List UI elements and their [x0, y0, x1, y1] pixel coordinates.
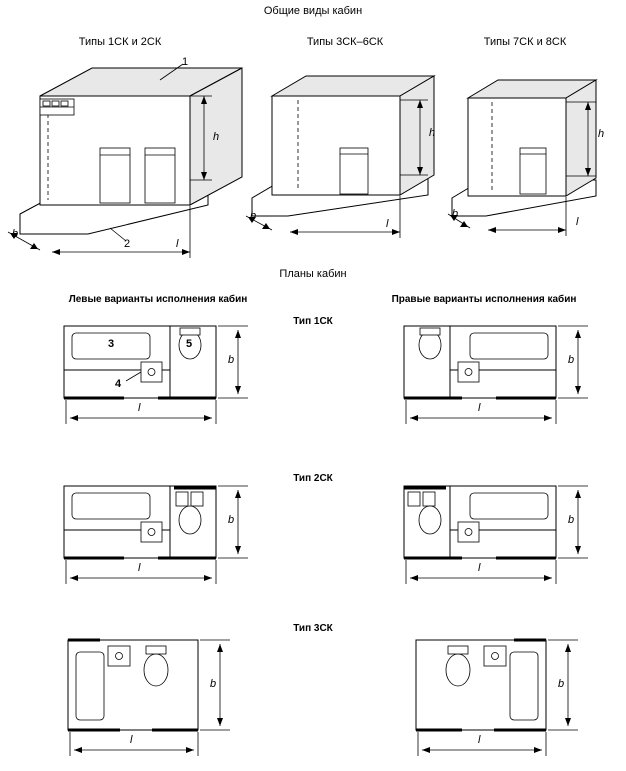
view3-dim-h: h — [598, 128, 605, 140]
plan-1sk-callout-wc: 5 — [186, 338, 193, 350]
plan-3sk-left-dim-b: b — [210, 678, 217, 690]
view-caption-3: Типы 7СК и 8СК — [483, 36, 567, 48]
plan-1sk-left-dim-b: b — [228, 354, 235, 366]
view-caption-2: Типы 3СК–6СК — [306, 36, 384, 48]
plan-2sk-left-dim-b: b — [228, 514, 235, 526]
plan-1sk-right-dim-l: l — [478, 402, 481, 414]
plan-1sk-left-dim-l: l — [138, 402, 141, 414]
plan-2sk-right-dim-b: b — [568, 514, 575, 526]
plan-3sk-right-dim-b: b — [558, 678, 565, 690]
plans-title: Планы кабин — [279, 268, 347, 280]
plan-1sk-right-dim-b: b — [568, 354, 575, 366]
row-2sk-type-label: Тип 2СК — [293, 473, 333, 484]
plan-1sk-callout-sink: 4 — [115, 378, 122, 390]
row-1sk-type-label: Тип 1СК — [293, 316, 333, 327]
row-3sk-type-label: Тип 3СК — [293, 623, 333, 634]
page-title: Общие виды кабин — [263, 5, 363, 17]
view2-dim-h: h — [429, 127, 436, 139]
view3-dim-b: b — [452, 208, 459, 220]
view1-dim-l: l — [176, 238, 179, 250]
plan-2sk-right-dim-l: l — [478, 562, 481, 574]
plan-2sk-left-dim-l: l — [138, 562, 141, 574]
plan-3sk-left-dim-l: l — [130, 734, 133, 746]
plans-right-heading: Правые варианты исполнения кабин — [391, 294, 577, 305]
view1-callout-2: 2 — [124, 238, 131, 250]
view3-dim-l: l — [576, 216, 579, 228]
view2-dim-b: b — [250, 210, 257, 222]
view1-dim-h: h — [213, 131, 220, 143]
plans-left-heading: Левые варианты исполнения кабин — [68, 294, 248, 305]
plan-3sk-right-dim-l: l — [478, 734, 481, 746]
view-caption-1: Типы 1СК и 2СК — [78, 36, 162, 48]
view1-callout-1: 1 — [182, 56, 189, 68]
view2-dim-l: l — [386, 218, 389, 230]
view1-dim-b: b — [12, 228, 19, 240]
plan-1sk-callout-bath: 3 — [108, 338, 115, 350]
